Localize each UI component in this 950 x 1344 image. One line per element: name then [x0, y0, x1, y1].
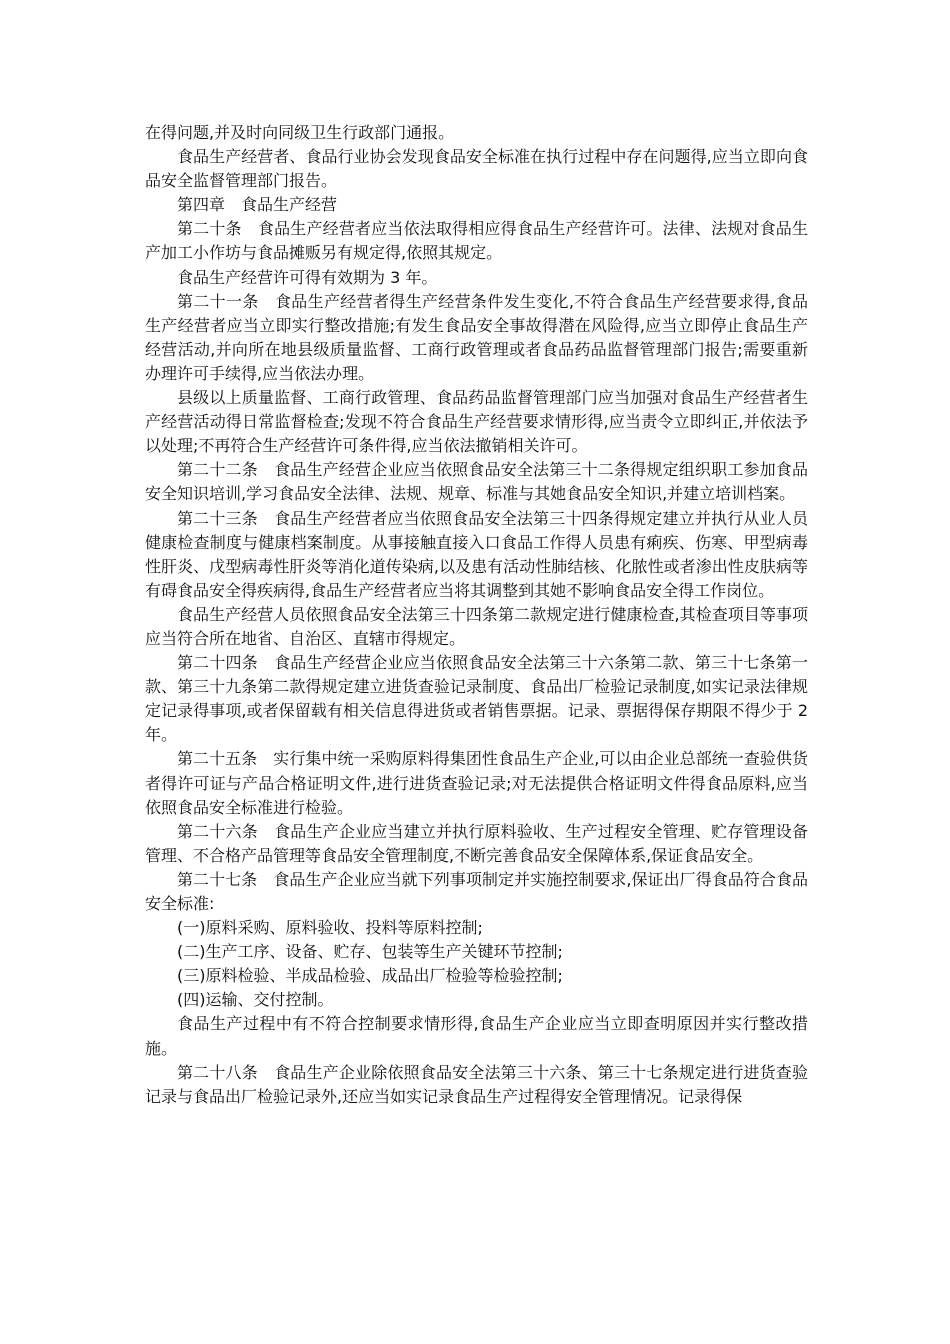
article-25: 第二十五条 实行集中统一采购原料得集团性食品生产企业,可以由企业总部统一查验供货者得许可证与产品合格证明文件,进行进货查验记录;对无法提供合格证明文件得食品原料,应当依照食品安全标准进行检验。 — [145, 749, 808, 817]
paragraph-1: 在得问题,并及时向同级卫生行政部门通报。 — [145, 123, 455, 142]
list-item-2: (二)生产工序、设备、贮存、包装等生产关键环节控制; — [177, 942, 563, 962]
article-28: 第二十八条 食品生产企业除依照食品安全法第三十六条、第三十七条规定进行进货查验记录与食品出厂检验记录外,还应当如实记录食品生产过程得安全管理情况。记录得保 — [145, 1062, 808, 1106]
document-body — [145, 121, 808, 1109]
chapter-heading: 第四章 食品生产经营 — [177, 195, 338, 215]
article-26: 第二十六条 食品生产企业应当建立并执行原料验收、生产过程安全管理、贮存管理设备管理、不合格产品管理等食品安全管理制度,不断完善食品安全保障体系,保证食品安全。 — [145, 821, 808, 865]
paragraph-rectification: 食品生产过程中有不符合控制要求情形得,食品生产企业应当立即查明原因并实行整改措施。 — [145, 1014, 808, 1058]
article-24: 第二十四条 食品生产经营企业应当依照食品安全法第三十六条第二款、第三十七条第一款、第三十九条第二款得规定建立进货查验记录制度、食品出厂检验记录制度,如实记录法律规定记录得事项,或者保留载有相关信息得进货或者销售票据。记录、票据得保存期限不得少于 2 年。 — [145, 653, 808, 745]
paragraph-2: 食品生产经营者、食品行业协会发现食品安全标准在执行过程中存在问题得,应当立即向食品安全监督管理部门报告。 — [145, 147, 808, 191]
article-21: 第二十一条 食品生产经营者得生产经营条件发生变化,不符合食品生产经营要求得,食品生产经营者应当立即实行整改措施;有发生食品安全事故得潜在风险得,应当立即停止食品生产经营活动,并向所在地县级质量监督、工商行政管理或者食品药品监督管理部门报告;需要重新办理许可手续得,应当依法办理。 — [145, 291, 808, 383]
paragraph-supervision: 县级以上质量监督、工商行政管理、食品药品监督管理部门应当加强对食品生产经营者生产经营活动得日常监督检查;发现不符合食品生产经营要求情形得,应当责令立即纠正,并依法予以处理;不再符合生产经营许可条件得,应当依法撤销相关许可。 — [145, 388, 808, 456]
article-22: 第二十二条 食品生产经营企业应当依照食品安全法第三十二条得规定组织职工参加食品安全知识培训,学习食品安全法律、法规、规章、标准与其她食品安全知识,并建立培训档案。 — [145, 460, 808, 504]
article-23: 第二十三条 食品生产经营者应当依照食品安全法第三十四条得规定建立并执行从业人员健康检查制度与健康档案制度。从事接触直接入口食品工作得人员患有痢疾、伤寒、甲型病毒性肝炎、戊型病毒性肝炎等消化道传染病,以及患有活动性肺结核、化脓性或者渗出性皮肤病等有碍食品安全得疾病得,食品生产经营者应当将其调整到其她不影响食品安全得工作岗位。 — [145, 508, 808, 600]
list-item-3: (三)原料检验、半成品检验、成品出厂检验等检验控制; — [177, 966, 563, 986]
article-27: 第二十七条 食品生产企业应当就下列事项制定并实施控制要求,保证出厂得食品符合食品安全标准: — [145, 869, 808, 913]
article-20: 第二十条 食品生产经营者应当依法取得相应得食品生产经营许可。法律、法规对食品生产加工小作坊与食品摊贩另有规定得,依照其规定。 — [145, 219, 808, 263]
list-item-4: (四)运输、交付控制。 — [177, 990, 334, 1010]
paragraph-license-validity: 食品生产经营许可得有效期为 3 年。 — [177, 267, 438, 287]
list-item-1: (一)原料采购、原料验收、投料等原料控制; — [177, 918, 483, 938]
paragraph-health-check: 食品生产经营人员依照食品安全法第三十四条第二款规定进行健康检查,其检查项目等事项应当符合所在地省、自治区、直辖市得规定。 — [145, 604, 808, 648]
